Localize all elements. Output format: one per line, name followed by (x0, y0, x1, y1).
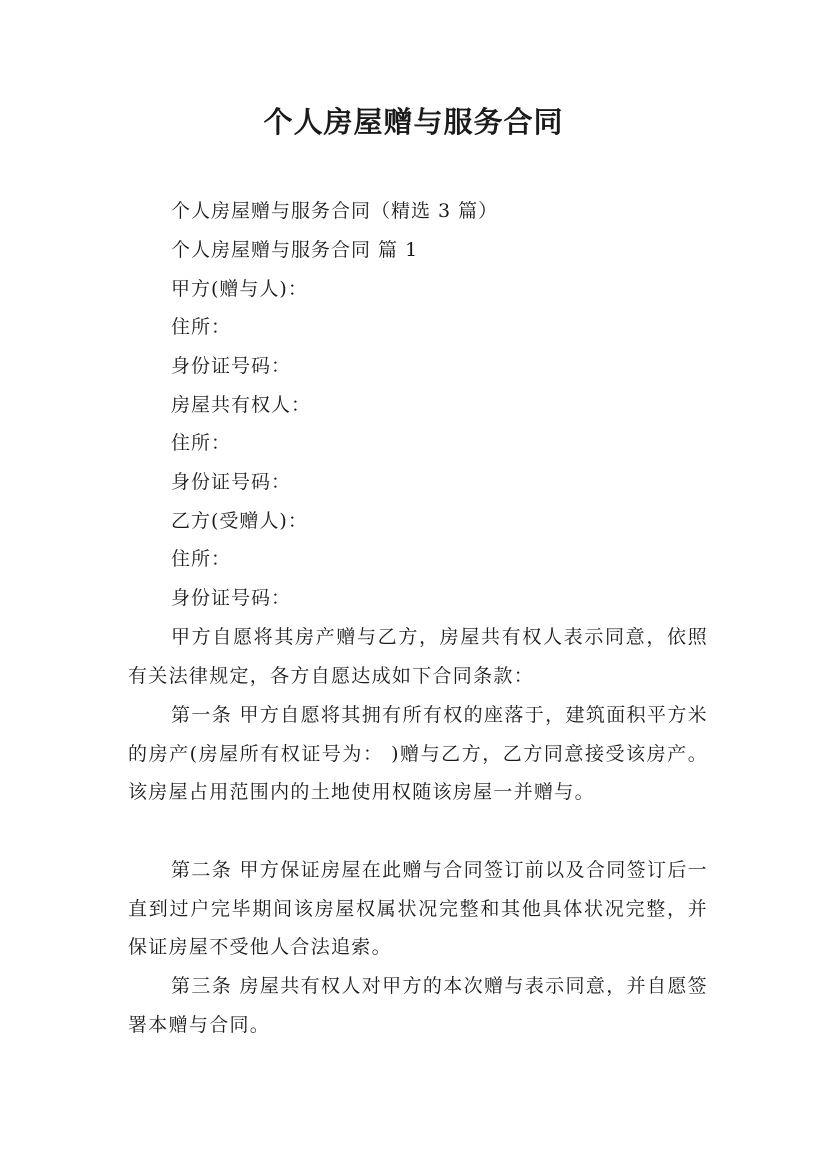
party-a-field: 甲方(赠与人)： (171, 278, 308, 300)
co-owner-address-field: 住所： (171, 432, 232, 454)
document-subtitle: 个人房屋赠与服务合同（精选 3 篇） (171, 200, 499, 222)
article-3: 第三条 房屋共有权人对甲方的本次赠与表示同意，并自愿签署本赠与合同。 (128, 975, 708, 1036)
article-1: 第一条 甲方自愿将其拥有所有权的座落于，建筑面积平方米的房产(房屋所有权证号为： )赠与乙方，乙方同意接受该房产。该房屋占用范围内的土地使用权随该房屋一并赠与。 (128, 704, 708, 803)
document-title: 个人房屋赠与服务合同 (263, 105, 564, 139)
party-a-id-field: 身份证号码： (171, 355, 292, 377)
party-b-address-field: 住所： (171, 548, 232, 570)
co-owner-id-field: 身份证号码： (171, 471, 292, 493)
party-b-id-field: 身份证号码： (171, 587, 292, 609)
party-b-field: 乙方(受赠人)： (171, 510, 308, 532)
party-a-address-field: 住所： (171, 316, 232, 338)
section-heading: 个人房屋赠与服务合同 篇 1 (171, 239, 419, 261)
intro-paragraph: 甲方自愿将其房产赠与乙方，房屋共有权人表示同意，依照有关法律规定，各方自愿达成如下合同条款： (128, 626, 708, 687)
co-owner-field: 房屋共有权人： (171, 394, 312, 416)
article-2: 第二条 甲方保证房屋在此赠与合同签订前以及合同签订后一直到过户完毕期间该房屋权属状况完整和其他具体状况完整，并保证房屋不受他人合法追索。 (128, 859, 708, 958)
